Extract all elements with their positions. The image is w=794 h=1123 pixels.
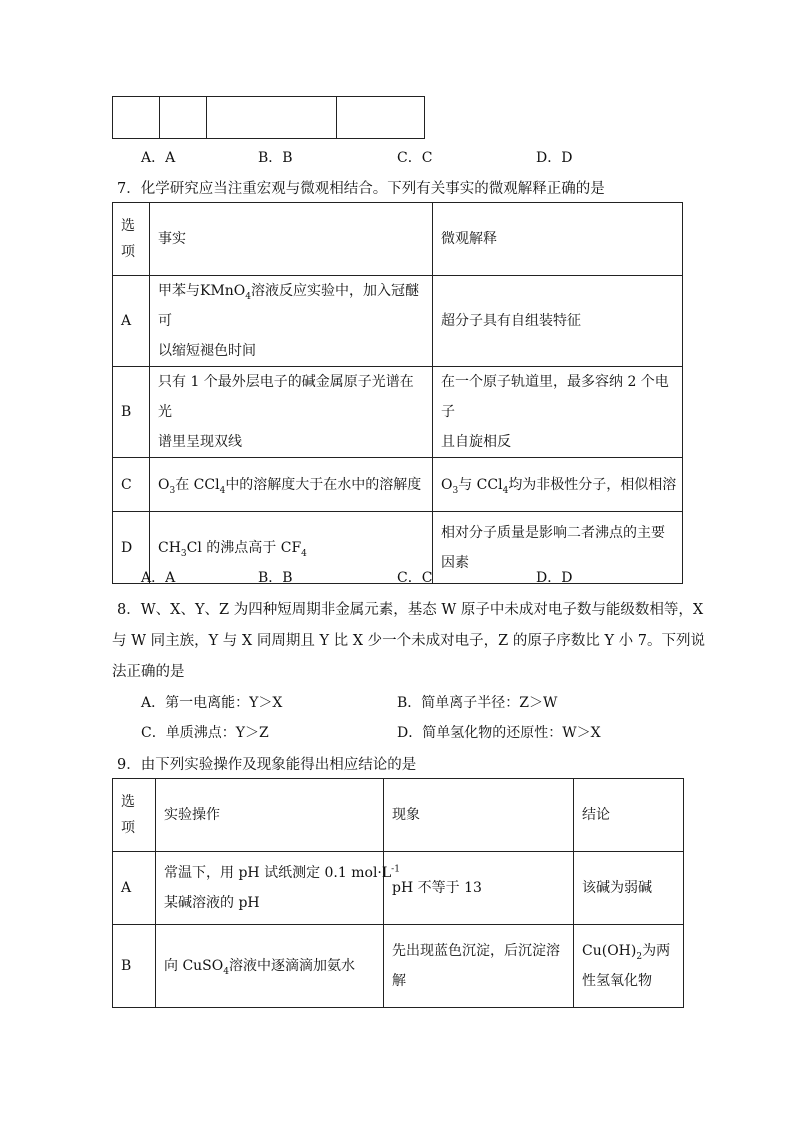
explanation-text: O [441, 476, 453, 493]
header-operation [156, 779, 384, 852]
q8-stem-line3: 法正确的是 [112, 664, 185, 680]
header-conclusion-text: 结论 [582, 807, 610, 823]
header-conclusion [574, 779, 684, 852]
fact-text: CH [158, 539, 181, 556]
option-c: C．单质沸点：Y＞Z [141, 725, 269, 741]
option-c: C．C [397, 570, 433, 586]
option-d: D．简单氢化物的还原性：W＞X [397, 725, 601, 741]
row-option-text: A [121, 313, 132, 329]
fact-text: O [158, 476, 170, 493]
row-option [113, 276, 150, 367]
table-cell [207, 97, 337, 139]
row-option [113, 852, 156, 925]
row-option [113, 925, 156, 1008]
row-option-text: B [121, 404, 132, 420]
q7-stem: 7．化学研究应当注重宏观与微观相结合。下列有关事实的微观解释正确的是 [117, 181, 605, 197]
header-operation-text: 实验操作 [164, 807, 220, 823]
fact-text: 谱里呈现双线 [158, 434, 242, 450]
fact-subscript: 4 [301, 548, 307, 559]
fact-text: 在 CCl [175, 476, 220, 493]
explanation-subscript: 3 [452, 485, 459, 496]
explanation-text: 相对分子质量是影响二者沸点的主要 [441, 524, 665, 541]
header-fact-text: 事实 [158, 231, 186, 247]
explanation-text: 与 CCl [458, 476, 503, 493]
table-cell [337, 97, 425, 139]
row-option [113, 458, 150, 512]
header-option-line2: 项 [121, 820, 135, 836]
header-option-line1: 选 [121, 218, 135, 234]
table-row [113, 925, 684, 1008]
table-row [113, 367, 683, 458]
row-explanation [433, 276, 683, 367]
fact-text: 中的溶解度大于在水中的溶解度 [225, 476, 422, 493]
option-a: A．第一电离能：Y＞X [141, 695, 283, 711]
conclusion-text: 性氢氧化物 [582, 973, 652, 989]
phenomenon-text: 先出现蓝色沉淀，后沉淀溶 [392, 943, 560, 959]
table-row [113, 276, 683, 367]
fact-subscript: 4 [245, 291, 252, 302]
option-b: B．B [258, 150, 293, 166]
explanation-text: 且自旋相反 [441, 434, 511, 450]
operation-subscript: 4 [223, 966, 229, 977]
conclusion-text: Cu(OH) [582, 943, 637, 959]
operation-text: 溶液中逐滴滴加氨水 [228, 958, 355, 974]
row-fact [150, 276, 433, 367]
row-option-text: A [121, 880, 132, 896]
conclusion-text: 该碱为弱碱 [582, 880, 652, 896]
q8-stem-line1: 8．W、X、Y、Z 为四种短周期非金属元素，基态 W 原子中未成对电子数与能级数相等，X [117, 602, 704, 618]
table-row [113, 458, 683, 512]
fact-subscript: 4 [219, 485, 226, 496]
header-option [113, 779, 156, 852]
explanation-subscript: 4 [502, 485, 509, 496]
option-a: A．A [141, 570, 176, 586]
table-row [113, 852, 684, 925]
row-fact [150, 367, 433, 458]
row-operation [156, 925, 384, 1008]
operation-text: 向 CuSO [164, 958, 224, 974]
row-option-text: C [121, 476, 132, 493]
operation-superscript: -1 [391, 864, 400, 875]
q9-stem: 9．由下列实验操作及现象能得出相应结论的是 [117, 757, 417, 773]
row-option-text: D [121, 539, 133, 556]
row-fact [150, 458, 433, 512]
row-phenomenon [384, 852, 574, 925]
q8-stem-line2: 与 W 同主族，Y 与 X 同周期且 Y 比 X 少一个未成对电子，Z 的原子序数比 Y 小 7。下列说 [112, 633, 705, 649]
option-a: A．A [141, 150, 176, 166]
header-phenomenon-text: 现象 [392, 807, 420, 823]
fact-text: 甲苯与 [158, 283, 200, 299]
fact-subscript: 3 [180, 548, 187, 559]
explanation-text: 因素 [441, 554, 469, 571]
explanation-text: 均为非极性分子，相似相溶 [508, 476, 677, 493]
option-d: D．D [536, 570, 573, 586]
option-b: B．B [258, 570, 293, 586]
header-fact [150, 203, 433, 276]
header-explanation-text: 微观解释 [441, 231, 497, 247]
explanation-text: 超分子具有自组装特征 [441, 313, 581, 329]
row-option-text: B [121, 958, 132, 974]
row-option [113, 367, 150, 458]
fact-text: 以缩短褪色时间 [158, 343, 256, 359]
option-b: B．简单离子半径：Z＞W [397, 695, 558, 711]
q7-table [112, 202, 683, 584]
option-d: D．D [536, 150, 573, 166]
operation-text: 常温下，用 pH 试纸测定 0.1 mol·L [164, 865, 392, 881]
phenomenon-text: 解 [392, 973, 406, 989]
fact-text: Cl 的沸点高于 CF [186, 539, 302, 556]
row-explanation [433, 367, 683, 458]
row-operation [156, 852, 400, 925]
phenomenon-text: pH 不等于 13 [392, 880, 482, 896]
row-conclusion [574, 852, 684, 925]
conclusion-subscript: 2 [636, 951, 643, 962]
fact-text: 溶液反应实验中，加入冠醚可 [158, 283, 420, 329]
prev-question-table [112, 96, 425, 139]
fact-text: KMnO [200, 283, 246, 299]
row-explanation [433, 458, 683, 512]
explanation-text: 在一个原子轨道里，最多容纳 2 个电子 [441, 374, 669, 420]
fact-subscript: 3 [169, 485, 176, 496]
header-option-line1: 选 [121, 794, 135, 810]
header-phenomenon [384, 779, 574, 852]
row-phenomenon [384, 925, 574, 1008]
header-option-line2: 项 [121, 244, 135, 260]
operation-text: 某碱溶液的 pH [164, 895, 260, 911]
row-conclusion [574, 925, 684, 1008]
table-cell [160, 97, 207, 139]
q9-table [112, 778, 684, 1008]
table-cell [113, 97, 160, 139]
fact-text: 只有 1 个最外层电子的碱金属原子光谱在光 [158, 374, 414, 420]
header-option [113, 203, 150, 276]
header-explanation [433, 203, 683, 276]
conclusion-text: 为两 [642, 943, 671, 959]
option-c: C．C [397, 150, 433, 166]
